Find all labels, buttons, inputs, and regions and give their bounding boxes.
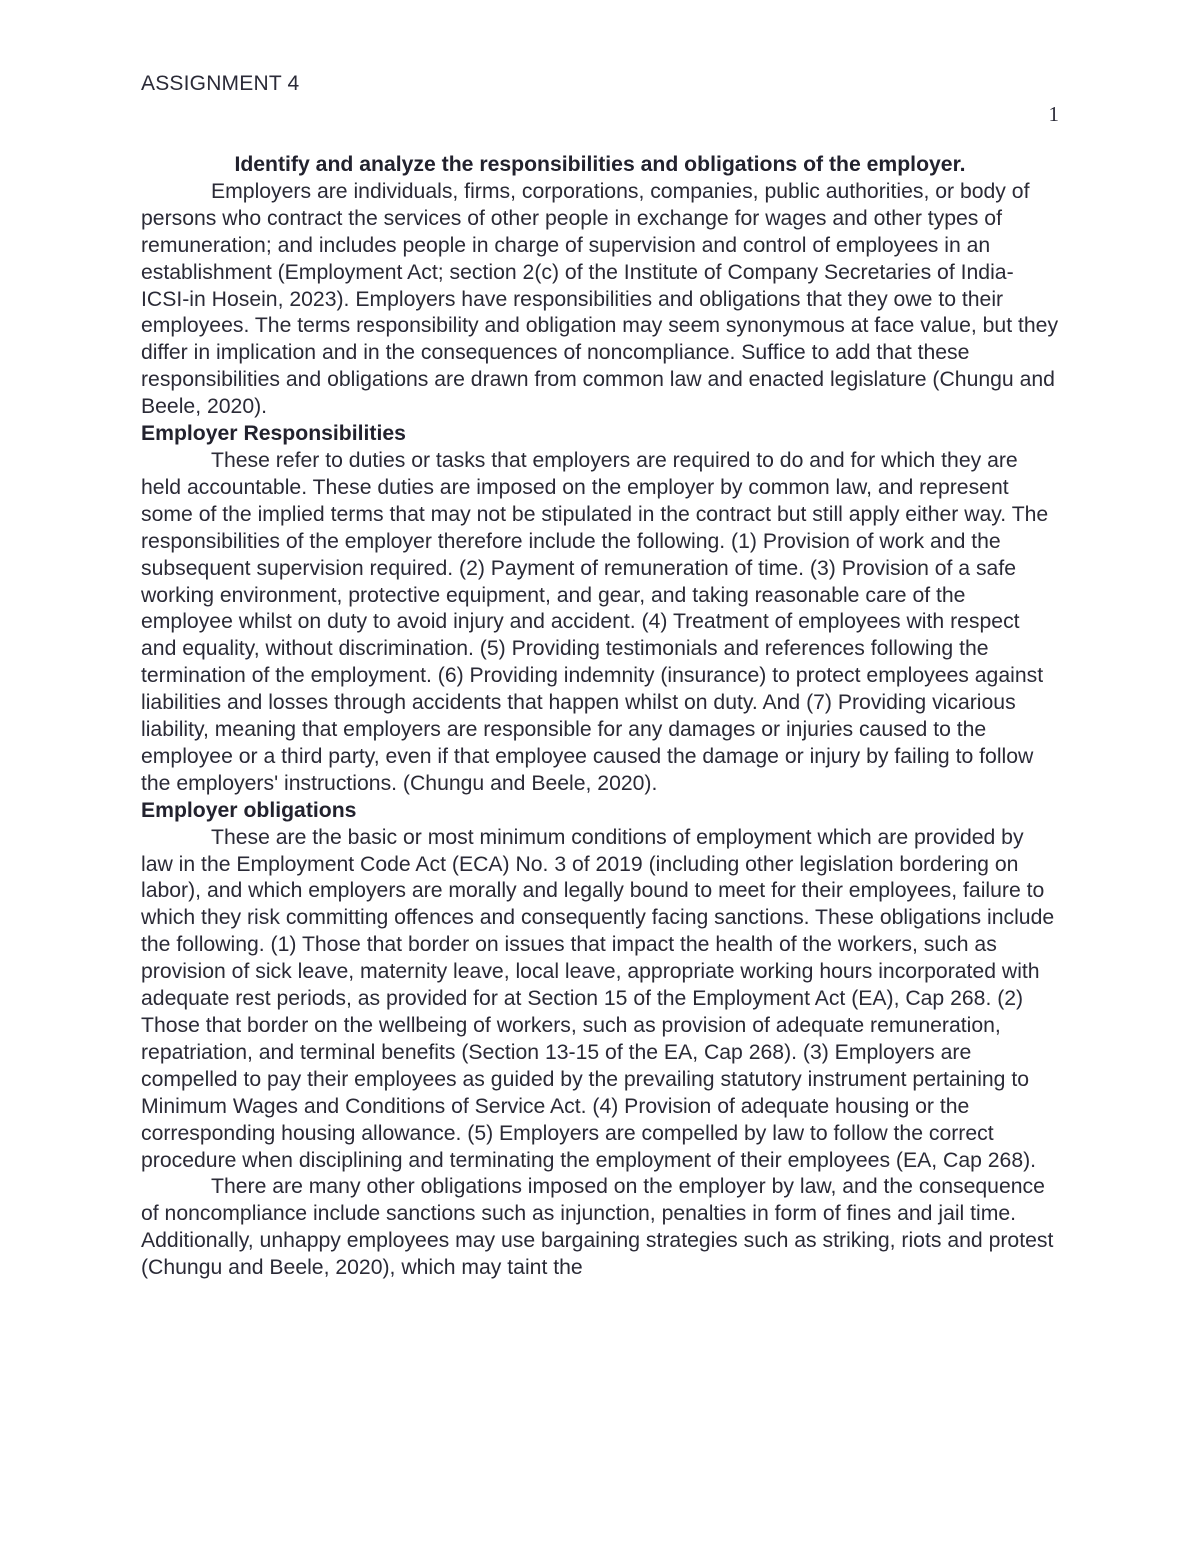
intro-paragraph: Employers are individuals, firms, corporations, companies, public authorities, or body of persons who contract the services of other people in exchange for wages and other types of remuneration; and includes people in charge of supervision and control of employees in an establishment (Employment Act; section 2(c) of the Institute of Company Secretaries of India-ICSI-in Hosein, 2023). Employers have responsibilities and obligations that they owe to their employees. The terms responsibility and obligation may seem synonymous at face value, but they differ in implication and in the consequences of noncompliance. Suffice to add that these responsibilities and obligations are drawn from common law and enacted legislature (Chungu and Beele, 2020). [141,179,1059,419]
document-title: Identify and analyze the responsibilities and obligations of the employer. [234,153,966,176]
obligations-paragraph: These are the basic or most minimum conditions of employment which are provided by law in the Employment Code Act (ECA) No. 3 of 2019 (including other legislation bordering on labor), and which employers are morally and legally bound to meet for their employees, failure to which they risk committing offences and consequently facing sanctions. These obligations include the following. (1) Those that border on issues that impact the health of the workers, such as provision of sick leave, maternity leave, local leave, appropriate working hours incorporated with adequate rest periods, as provided for at Section 15 of the Employment Act (EA), Cap 268. (2) Those that border on the wellbeing of workers, such as provision of adequate remuneration, repatriation, and terminal benefits (Section 13-15 of the EA, Cap 268). (3) Employers are compelled to pay their employees as guided by the prevailing statutory instrument pertaining to Minimum Wages and Conditions of Service Act. (4) Provision of adequate housing or the corresponding housing allowance. (5) Employers are compelled by law to follow the correct procedure when disciplining and terminating the employment of their employees (EA, Cap 268). [141,825,1055,1172]
obligations-heading: Employer obligations [141,798,357,822]
responsibilities-paragraph: These refer to duties or tasks that employers are required to do and for which they are held accountable. These duties are imposed on the employer by common law, and represent some of the implied terms that may not be stipulated in the contract but still apply either way. The responsibilities of the employer therefore include the following. (1) Provision of work and the subsequent supervision required. (2) Payment of remuneration of time. (3) Provision of a safe working environment, protective equipment, and gear, and taking reasonable care of the employee whilst on duty to avoid injury and accident. (4) Treatment of employees with respect and equality, without discrimination. (5) Providing testimonials and references following the termination of the employment. (6) Providing indemnity (insurance) to protect employees against liabilities and losses through accidents that happen whilst on duty. And (7) Providing vicarious liability, meaning that employers are responsible for any damages or injuries caused to the employee or a third party, even if that employee caused the damage or injury by failing to follow the employers' instructions. (Chungu and Beele, 2020). [141,448,1049,795]
closing-paragraph: There are many other obligations imposed on the employer by law, and the consequence of noncompliance include sanctions such as injunction, penalties in form of fines and jail time. Additionally, unhappy employees may use bargaining strategies such as striking, riots and protest (Chungu and Beele, 2020), which may taint the [141,1175,1054,1280]
page-number: 1 [1048,102,1059,126]
responsibilities-heading: Employer Responsibilities [141,422,406,446]
document-body [141,152,1059,1282]
running-head: ASSIGNMENT 4 [141,72,300,95]
